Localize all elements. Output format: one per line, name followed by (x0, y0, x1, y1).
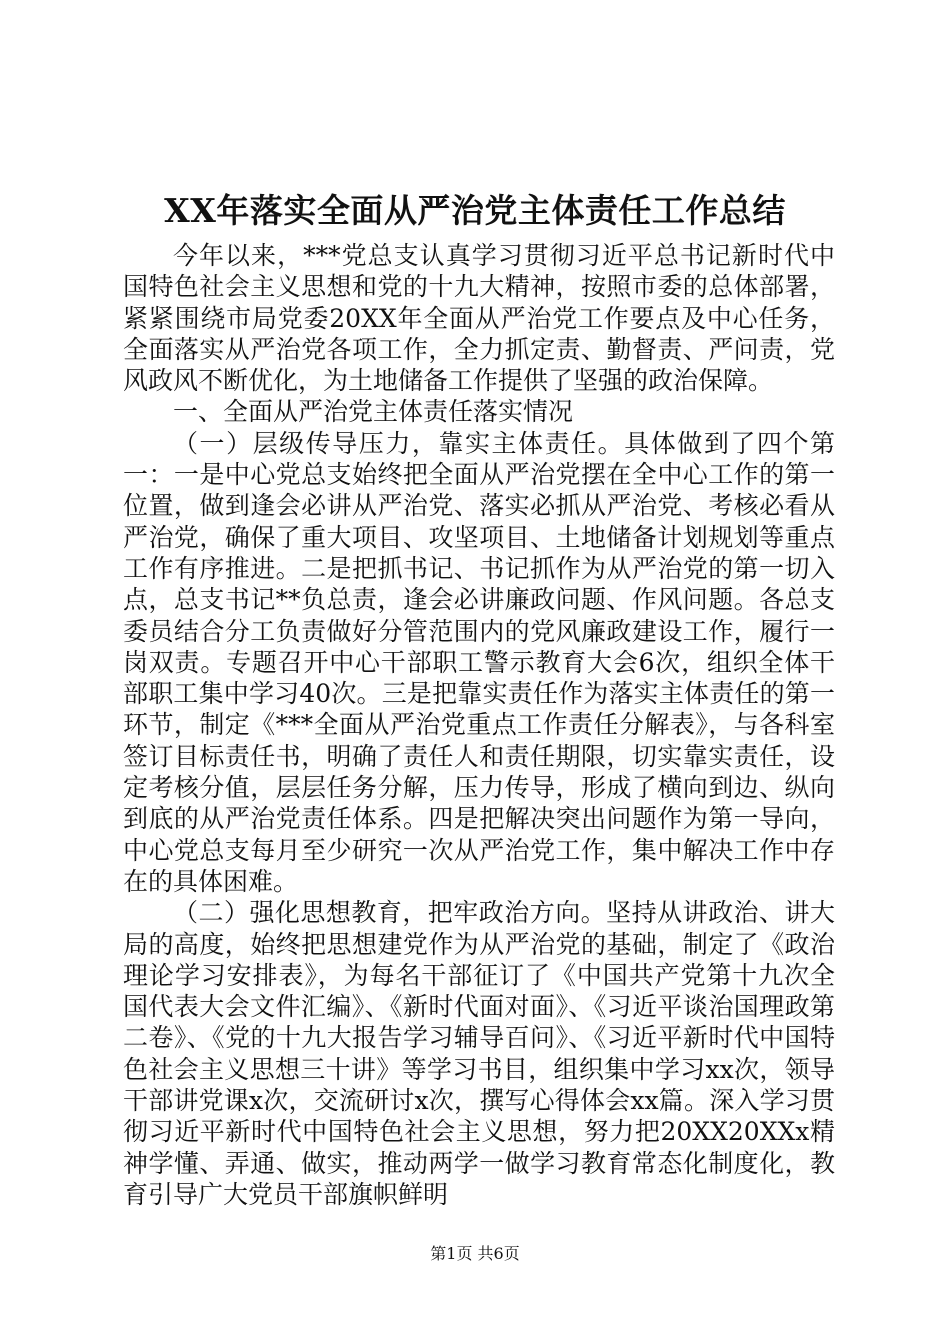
document-title: XX年落实全面从严治党主体责任工作总结 (164, 191, 786, 230)
paragraph-subsection-1: （一）层级传导压力，靠实主体责任。具体做到了四个第一：一是中心党总支始终把全面从严治党摆在全中心工作的第一位置，做到逢会必讲从严治党、落实必抓从严治党、考核必看从严治党，确保了重大项目、攻坚项目、土地储备计划规划等重点工作有序推进。二是把抓书记、书记抓作为从严治党的第一切入点，总支书记**负总责，逢会必讲廉政问题、作风问题。各总支委员结合分工负责做好分管范围内的党风廉政建设工作，履行一岗双责。专题召开中心干部职工警示教育大会6次，组织全体干部职工集中学习40次。三是把靠实责任作为落实主体责任的第一环节，制定《***全面从严治党重点工作责任分解表》，与各科室签订目标责任书，明确了责任人和责任期限，切实靠实责任，设定考核分值，层层任务分解，压力传导，形成了横向到边、纵向到底的从严治党责任体系。四是把解决突出问题作为第一导向，中心党总支每月至少研究一次从严治党工作，集中解决工作中存在的具体困难。 (123, 428, 835, 896)
document-body (123, 240, 835, 1210)
paragraph-intro: 今年以来，***党总支认真学习贯彻习近平总书记新时代中国特色社会主义思想和党的十九大精神，按照市委的总体部署，紧紧围绕市局党委20XX年全面从严治党工作要点及中心任务，全面落实从严治党各项工作，全力抓定责、勤督责、严问责，党风政风不断优化，为土地储备工作提供了坚强的政治保障。 (123, 241, 835, 396)
paragraph-subsection-2: （二）强化思想教育，把牢政治方向。坚持从讲政治、讲大局的高度，始终把思想建党作为从严治党的基础，制定了《政治理论学习安排表》，为每名干部征订了《中国共产党第十九次全国代表大会文件汇编》、《新时代面对面》、《习近平谈治国理政第二卷》、《党的十九大报告学习辅导百问》、《习近平新时代中国特色社会主义思想三十讲》等学习书目，组织集中学习xx次，领导干部讲党课x次，交流研讨x次，撰写心得体会xx篇。深入学习贯彻习近平新时代中国特色社会主义思想，努力把20XX20XXx精神学懂、弄通、做实，推动两学一做学习教育常态化制度化，教育引导广大党员干部旗帜鲜明 (123, 898, 835, 1209)
page-footer: 第1页 共6页 (430, 1244, 520, 1263)
section-heading-1: 一、全面从严治党主体责任落实情况 (173, 397, 574, 427)
